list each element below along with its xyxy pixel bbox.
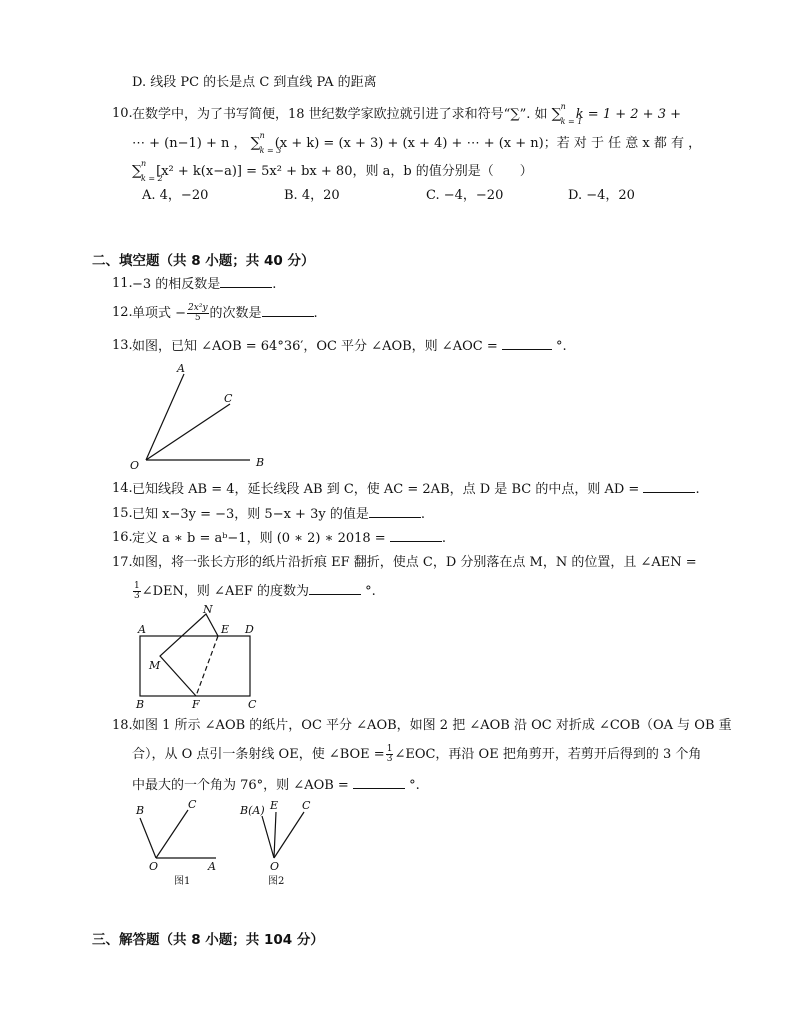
fraction-one-third [133,582,141,601]
figure-caption-2: 图2 [268,876,285,887]
sum-upper: n [259,131,265,140]
label-c: C [248,698,257,711]
answer-blank [309,582,361,595]
ray-oc [274,812,304,858]
sum-lower: k = 2 [141,174,163,183]
ray-oc [156,810,188,858]
section-2-heading: 二、填空题（共 8 小题；共 40 分） [92,253,315,269]
monomial-fraction [187,304,209,323]
sum-upper: n [560,102,566,111]
answer-blank [353,776,405,789]
q12 [132,304,318,323]
q16 [132,529,446,548]
q14 [132,480,700,499]
fold-line-ef [196,636,218,696]
q10-line3 [132,159,533,183]
sum-symbol-1: ∑ n k = 1 [552,105,562,123]
q9-option-d: D. 线段 PC 的长是点 C 到直线 PA 的距离 [132,75,377,90]
label-e: E [221,623,230,636]
q18-number: 18. [112,718,133,733]
q10-text-3: [x² + k(x−a)] = 5x² + bx + 80，则 a，b 的值分别是（ ） [156,164,533,179]
label-n: N [203,604,213,616]
answer-blank [262,304,314,317]
figure-caption-1: 图1 [174,876,191,887]
sum-lower: k = 3 [259,146,282,155]
q17-number: 17. [112,555,133,570]
answer-blank [369,505,421,518]
ray-ob [140,818,156,858]
sum-symbol-3: ∑ n k = 2 [132,162,142,180]
q16-number: 16. [112,530,133,545]
sum-symbol-2: ∑ n k = 3 [251,134,261,152]
q14-number: 14. [112,481,133,496]
q12-text-a: 单项式 − [132,306,187,321]
q10-text-2a: ⋯ + (n−1) + n ， [132,136,247,151]
q15 [132,505,425,524]
ray-ob-oa [262,816,274,858]
q18-line1: 如图 1 所示 ∠AOB 的纸片，OC 平分 ∠AOB，如图 2 把 ∠AOB 沿 OC 对折成 ∠COB（OA 与 OB 重 [132,718,732,733]
q13-number: 13. [112,338,133,353]
q13 [132,337,567,356]
q12-text-b: 的次数是 [209,306,262,321]
q10-option-a: A. 4，−20 [142,188,209,203]
figure-18-2 [236,796,326,888]
q17-text-2: ∠DEN，则 ∠AEF 的度数为 [141,584,309,599]
label-c: C [302,799,311,812]
label-e: E [270,799,279,812]
folded-flap [160,614,218,696]
fraction-denominator: 3 [134,591,140,601]
q17-end: °. [365,584,376,599]
q11-text: −3 的相反数是 [132,277,221,292]
label-o: O [149,860,159,873]
q11 [132,275,276,294]
fraction-numerator: 1 [386,744,393,754]
section-3-heading: 三、解答题（共 8 小题；共 104 分） [92,932,324,948]
label-b: B [256,456,265,469]
answer-blank [220,275,272,288]
q10-text-2b: (x + k) = (x + 3) + (x + 4) + ⋯ + (x + n)；若 对 于 任 意 x 都 有 ， [274,136,702,151]
fraction-numerator: 2x²y [188,303,208,313]
label-a: A [177,362,185,375]
q13-end: °. [556,339,567,354]
q10-number: 10. [112,106,133,121]
answer-blank [390,529,442,542]
q10-text-1b: k = 1 + 2 + 3 + [575,107,681,122]
fraction-denominator: 3 [386,754,393,764]
fraction-one-third [386,745,394,764]
q17-line2 [132,582,376,601]
q18-text-2b: ∠EOC，再沿 OE 把角剪开，若剪开后得到的 3 个角 [394,747,702,762]
q18-end: °. [409,778,420,793]
label-d: D [245,623,254,636]
fraction-numerator: 1 [134,581,140,591]
q12-number: 12. [112,305,133,320]
figure-13-angle [126,360,276,472]
q10-line2 [132,131,702,155]
q18-text-2a: 合），从 O 点引一条射线 OE，使 ∠BOE = [132,747,385,762]
sum-upper: n [141,159,147,168]
q10-text-1a: 在数学中，为了书写简便，18 世纪数学家欧拉就引进了求和符号“∑”. 如 [132,107,548,122]
label-o: O [130,459,140,472]
answer-blank [502,337,552,350]
fraction-denominator: 5 [194,313,201,323]
figure-17-folded-rectangle [130,604,270,712]
q15-number: 15. [112,506,133,521]
q10-option-b: B. 4，20 [284,188,340,203]
label-f: F [192,698,200,711]
q18-text-3: 中最大的一个角为 76°，则 ∠AOB = [132,778,349,793]
q11-number: 11. [112,276,133,291]
label-c: C [188,798,197,811]
q11-end: . [272,277,277,292]
ray-oe [274,812,276,858]
q14-text: 已知线段 AB = 4，延长线段 AB 到 C，使 AC = 2AB，点 D 是 BC 的中点，则 AD = [132,482,640,497]
q17-line1: 如图，将一张长方形的纸片沿折痕 EF 翻折，使点 C，D 分别落在点 M，N 的位置，且 ∠AEN = [132,555,697,570]
q10-line1 [132,102,681,126]
q10-option-c: C. −4，−20 [426,188,504,203]
q18-line3 [132,776,420,795]
label-b: B [136,698,145,711]
q10-option-d: D. −4，20 [568,188,635,203]
sum-lower: k = 1 [560,117,583,126]
label-a: A [138,623,146,636]
label-b: B [136,804,145,817]
q15-end: . [420,507,425,522]
q12-end: . [313,306,318,321]
q14-end: . [695,482,700,497]
label-b-a: B(A) [240,804,265,817]
label-o: O [270,860,280,873]
q13-text: 如图，已知 ∠AOB = 64°36′，OC 平分 ∠AOB，则 ∠AOC = [132,339,498,354]
q15-text: 已知 x−3y = −3，则 5−x + 3y 的值是 [132,507,369,522]
q16-end: . [441,531,446,546]
label-m: M [149,659,161,672]
q18-line2 [132,745,701,764]
label-a: A [208,860,216,873]
label-c: C [224,392,233,405]
figure-18-1 [130,796,230,888]
answer-blank [643,480,695,493]
q16-text: 定义 a ∗ b = aᵇ−1，则 (0 ∗ 2) ∗ 2018 = [132,531,386,546]
